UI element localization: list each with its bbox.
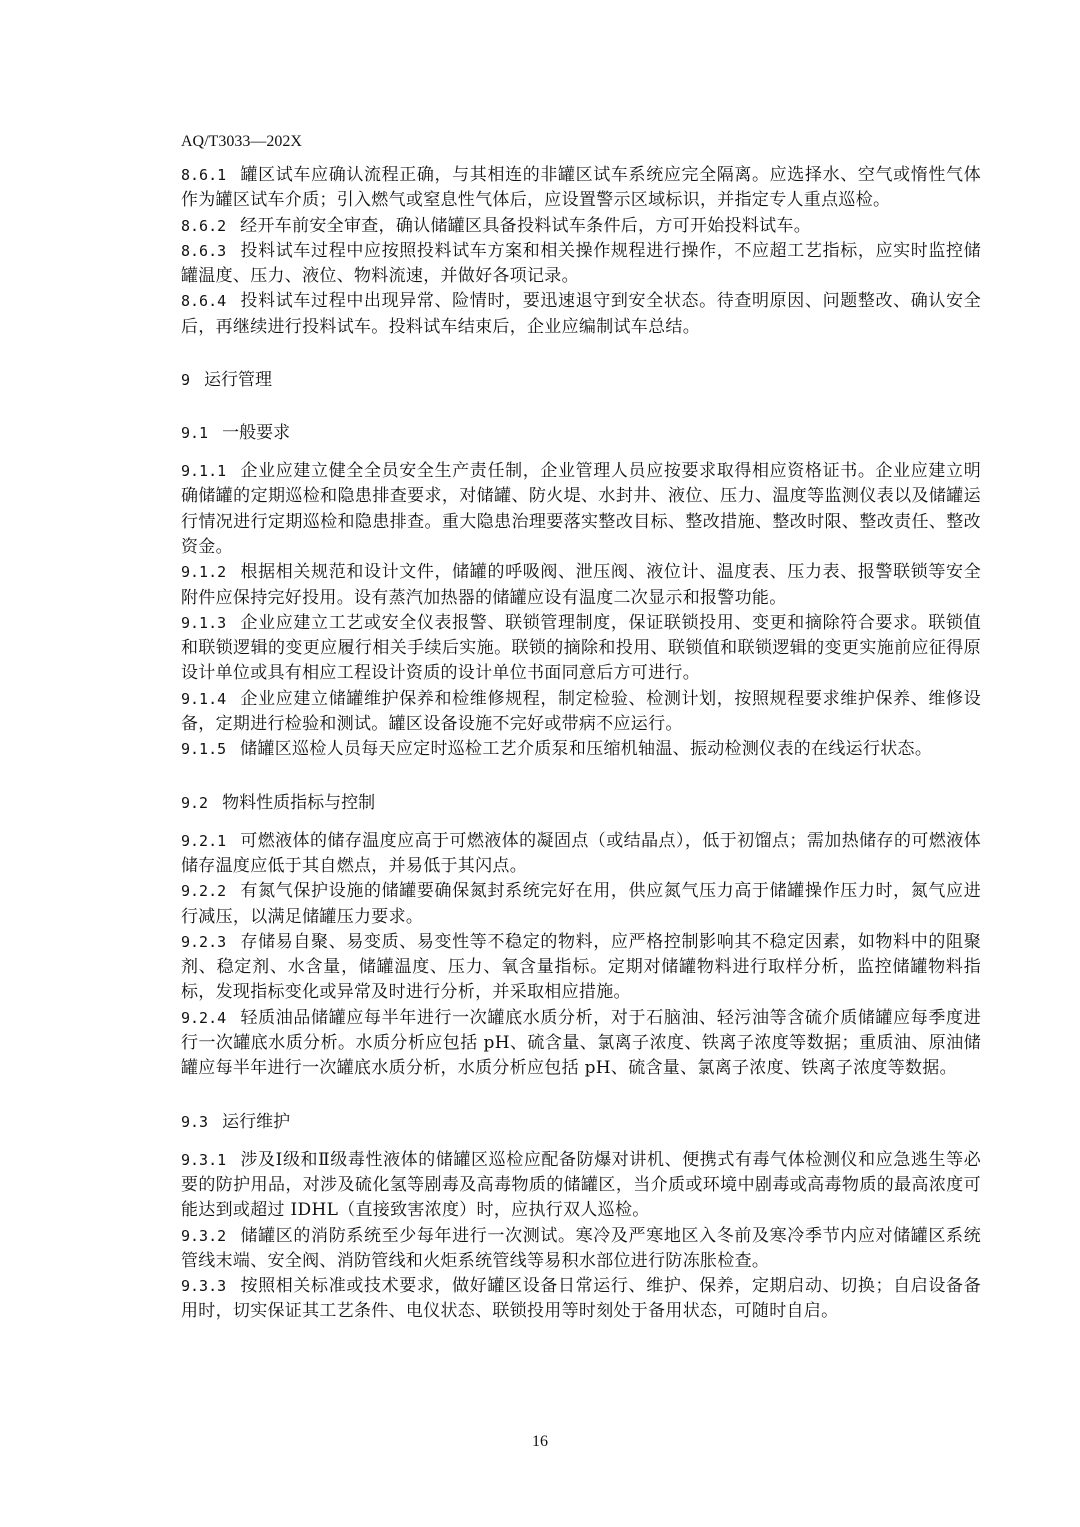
- section-title: 物料性质指标与控制: [222, 792, 376, 813]
- clause-text: 储罐区的消防系统至少每年进行一次测试。寒冷及严寒地区入冬前及寒冷季节内应对储罐区系统管线末端、安全阀、消防管线和火炬系统管线等易积水部位进行防冻胀检查。: [181, 1225, 981, 1271]
- clause-text: 轻质油品储罐应每半年进行一次罐底水质分析，对于石脑油、轻污油等含硫介质储罐应每季度进行一次罐底水质分析。水质分析应包括 pH、硫含量、氯离子浓度、铁离子浓度等数据；重质油、原油储罐应每半年进行一次罐底水质分析，水质分析应包括 pH、硫含量、氯离子浓度、铁离子浓度等数据。: [181, 1007, 981, 1079]
- clause-9-2-1: [181, 829, 981, 880]
- clause-9-2-3: [181, 930, 981, 1006]
- clause-number: 8.6.4: [181, 292, 227, 311]
- section-heading-9-1: [181, 421, 981, 446]
- clause-text: 有氮气保护设施的储罐要确保氮封系统完好在用，供应氮气压力高于储罐操作压力时，氮气应进行减压，以满足储罐压力要求。: [181, 881, 981, 927]
- clause-8-6-3: [181, 239, 981, 290]
- clause-number: 9.2.4: [181, 1008, 227, 1027]
- clause-9-1-1: [181, 459, 981, 560]
- clause-9-3-2: [181, 1224, 981, 1275]
- clause-9-2-4: [181, 1006, 981, 1082]
- clause-9-3-3: [181, 1274, 981, 1325]
- clause-text: 经开车前安全审查，确认储罐区具备投料试车条件后，方可开始投料试车。: [240, 215, 812, 236]
- clause-text: 企业应建立工艺或安全仪表报警、联锁管理制度，保证联锁投用、变更和摘除符合要求。联锁值和联锁逻辑的变更应履行相关手续后实施。联锁的摘除和投用、联锁值和联锁逻辑的变更实施前应征得原设计单位或具有相应工程设计资质的设计单位书面同意后方可进行。: [181, 612, 981, 684]
- clause-9-2-2: [181, 879, 981, 930]
- clause-text: 投料试车过程中应按照投料试车方案和相关操作规程进行操作，不应超工艺指标，应实时监控储罐温度、压力、液位、物料流速，并做好各项记录。: [181, 240, 981, 287]
- clause-text: 涉及Ⅰ级和Ⅱ级毒性液体的储罐区巡检应配备防爆对讲机、便携式有毒气体检测仪和应急逃生等必要的防护用品，对涉及硫化氢等剧毒及高毒物质的储罐区，当介质或环境中剧毒或高毒物质的最高浓度可能达到或超过 IDHL（直接致害浓度）时，应执行双人巡检。: [181, 1149, 981, 1221]
- clause-number: 8.6.3: [181, 241, 227, 260]
- clause-text: 可燃液体的储存温度应高于可燃液体的凝固点（或结晶点），低于初馏点；需加热储存的可燃液体储存温度应低于其自燃点，并易低于其闪点。: [181, 830, 981, 876]
- page-number: 16: [532, 1433, 548, 1450]
- section-number: 9.2: [181, 793, 209, 812]
- clause-9-1-2: [181, 560, 981, 611]
- clause-9-1-4: [181, 687, 981, 738]
- clause-8-6-4: [181, 289, 981, 340]
- standard-code: AQ/T3033—202X: [181, 133, 302, 150]
- clause-text: 罐区试车应确认流程正确，与其相连的非罐区试车系统应完全隔离。应选择水、空气或惰性气体作为罐区试车介质；引入燃气或窒息性气体后，应设置警示区域标识，并指定专人重点巡检。: [181, 165, 981, 211]
- clause-number: 9.3.2: [181, 1226, 227, 1245]
- clause-number: 9.1.2: [181, 563, 227, 582]
- clause-text: 根据相关规范和设计文件，储罐的呼吸阀、泄压阀、液位计、温度表、压力表、报警联锁等安全附件应保持完好投用。设有蒸汽加热器的储罐应设有温度二次显示和报警功能。: [181, 562, 981, 608]
- section-heading-9-2: [181, 791, 981, 816]
- clause-number: 8.6.1: [181, 166, 227, 184]
- clause-text: 投料试车过程中出现异常、险情时，要迅速退守到安全状态。待查明原因、问题整改、确认安全后，再继续进行投料试车。投料试车结束后，企业应编制试车总结。: [181, 291, 981, 337]
- clause-8-6-2: [181, 214, 981, 239]
- clause-number: 9.1.4: [181, 689, 227, 708]
- clause-text: 存储易自聚、易变质、易变性等不稳定的物料，应严格控制影响其不稳定因素，如物料中的阻聚剂、稳定剂、水含量，储罐温度、压力、氧含量指标。定期对储罐物料进行取样分析，监控储罐物料指标，发现指标变化或异常及时进行分析，并采取相应措施。: [181, 931, 981, 1003]
- chapter-heading-9: [181, 368, 981, 393]
- clause-number: 9.1.1: [181, 462, 227, 481]
- clause-number: 9.3.1: [181, 1150, 227, 1169]
- chapter-number: 9: [181, 371, 191, 390]
- section-number: 9.1: [181, 424, 209, 443]
- clause-9-1-3: [181, 611, 981, 687]
- clause-number: 9.1.3: [181, 613, 227, 632]
- clause-number: 8.6.2: [181, 216, 227, 235]
- section-title: 运行维护: [222, 1111, 291, 1132]
- clause-number: 9.1.5: [181, 740, 227, 759]
- clause-text: 按照相关标准或技术要求，做好罐区设备日常运行、维护、保养，定期启动、切换；自启设备备用时，切实保证其工艺条件、电仪状态、联锁投用等时刻处于备用状态，可随时自启。: [181, 1276, 981, 1322]
- section-number: 9.3: [181, 1112, 209, 1131]
- clause-text: 储罐区巡检人员每天应定时巡检工艺介质泵和压缩机轴温、振动检测仪表的在线运行状态。: [240, 739, 933, 760]
- clause-number: 9.3.3: [181, 1277, 227, 1296]
- clause-number: 9.2.1: [181, 831, 227, 850]
- chapter-title: 运行管理: [204, 370, 273, 391]
- clause-text: 企业应建立储罐维护保养和检维修规程，制定检验、检测计划，按照规程要求维护保养、维修设备，定期进行检验和测试。罐区设备设施不完好或带病不应运行。: [181, 688, 981, 735]
- section-title: 一般要求: [222, 423, 291, 444]
- section-heading-9-3: [181, 1110, 981, 1135]
- clause-text: 企业应建立健全全员安全生产责任制，企业管理人员应按要求取得相应资格证书。企业应建立明确储罐的定期巡检和隐患排查要求，对储罐、防火堤、水封井、液位、压力、温度等监测仪表以及储罐运行情况进行定期巡检和隐患排查。重大隐患治理要落实整改目标、整改措施、整改时限、整改责任、整改资金。: [181, 461, 981, 557]
- clause-9-3-1: [181, 1148, 981, 1224]
- clause-number: 9.2.2: [181, 882, 227, 901]
- clause-number: 9.2.3: [181, 932, 227, 951]
- clause-8-6-1: [181, 163, 981, 214]
- clause-9-1-5: [181, 737, 981, 762]
- document-body: [181, 163, 981, 1325]
